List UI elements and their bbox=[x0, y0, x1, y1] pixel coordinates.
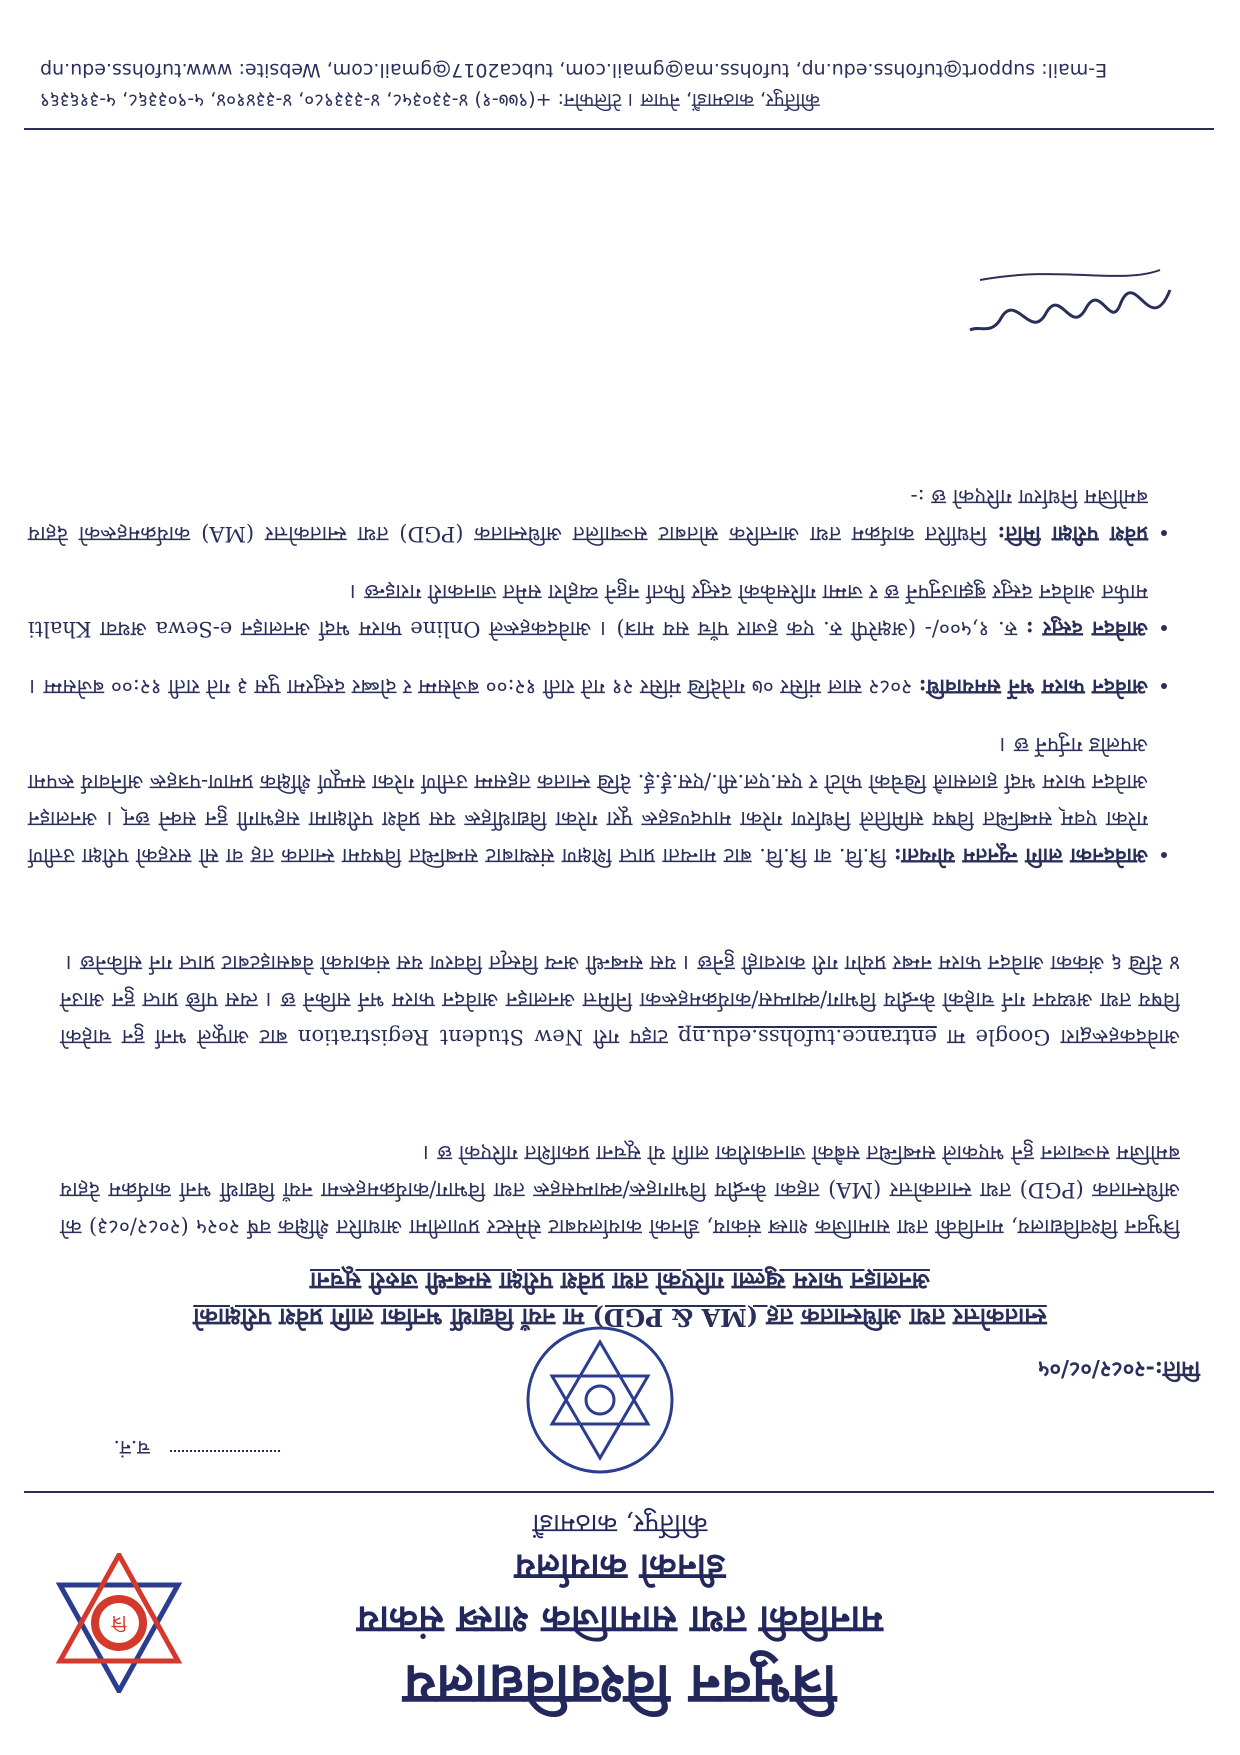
footer-email-website: E-mail: support@tufohss.edu.np, tufohss.ma@gmail.com, tubca2017@gmail.com, Website: www.tufohss.edu.np bbox=[40, 59, 1108, 81]
bullet-eligibility bbox=[28, 726, 1148, 875]
reference-dotted-line bbox=[170, 1450, 280, 1452]
university-name: त्रिभुवन विश्वविद्यालय bbox=[403, 1652, 837, 1718]
handwritten-signature bbox=[960, 250, 1180, 360]
svg-text:त्रि: त्रि bbox=[111, 1611, 127, 1632]
footer-contact bbox=[40, 55, 1200, 115]
footer-divider bbox=[24, 128, 1214, 130]
notice-paragraph-intro: त्रिभुवन विश्वविद्यालय, मानविकी तथा सामाजिक शास्त्र संकाय, डीनको कार्यालयबाट सेमेस्टर प्रणालीमा आधारित शैक्षिक वर्ष २०२५ (२०८२/०८३) को अधिस्नातक (PGD) तथा स्नातकोत्तर (MA) तहका केन्द्रीय विभागहरू/क्याम्पसहरू तथा विभाग/कार्यक्रमहरूमा नयाँ विद्यार्थी भर्ना कार्यक्रम देहाय बमोजिम सञ्चालन हुने भएकाले सम्बन्धित सबैको जानकारीका लागि यो सूचना प्रकाशित गरिएको छ । bbox=[60, 1141, 1180, 1239]
office-location: कीर्तिपुर, काठमाडौं bbox=[532, 1508, 708, 1538]
notice-subject: स्नातकोत्तर तथा अधिस्नातक तह (MA & PGD) मा नयाँ विद्यार्थी भर्नाका लागि प्रवेश परीक्षाको अनलाइन फारम खुल्ला गरिएको तथा प्रवेश परीक्षा सम्बन्धी जरुरी सूचना bbox=[193, 1267, 1047, 1332]
notice-date: मिति:-२०८२/०८/०५ bbox=[1038, 1356, 1200, 1382]
bullet-application-period bbox=[28, 668, 1148, 706]
bullet-exam-date bbox=[28, 478, 1148, 553]
notice-paragraph-registration bbox=[60, 944, 1180, 1055]
footer-address: कीर्तिपुर, काठमाडौं, नेपाल । टेलिफोन: +(९७७-१) ४-३३०३५८, ४-३३३९८०, ४-३३४१०४, ५-९०३३६८, ५-३१६३६९ bbox=[40, 89, 820, 111]
university-logo bbox=[56, 1553, 182, 1693]
institute-name: मानविकी तथा सामाजिक शास्त्र संकाय bbox=[357, 1598, 883, 1643]
entrance-website-link[interactable]: entrance.tufohss.edu.np bbox=[678, 1025, 937, 1049]
bullet-title: आवेदन फारम भर्ने समयावधि: bbox=[918, 675, 1148, 700]
bullet-text: २०८२ साल मंसिर ०७ गतेदेखि मंसिर २१ गते राती १२:०० बजेसम्म र दोब्बर दस्तुरमा पुस ३ गते राती १२:०० बजेसम्म । bbox=[29, 675, 913, 699]
official-seal bbox=[520, 1320, 680, 1480]
header-divider bbox=[24, 1491, 1214, 1493]
bullet-application-fee bbox=[28, 573, 1148, 648]
registration-text-prefix: आवेदकहरूद्वारा Google मा bbox=[936, 1025, 1180, 1049]
bullet-text: निर्धारित कार्यक्रम तथा आन्तरिक स्रोतबाट सञ्चालित अधिस्नातक (PGD) तथा स्नातकोत्तर (MA) कार्यक्रमहरूको देहाय बमोजिम निर्धारण गरिएको छ :- bbox=[28, 485, 1148, 546]
notice-bullet-list bbox=[28, 458, 1180, 875]
bullet-text: रु. १,५००/- (अक्षरेपी रु. एक हजार पाँच सय मात्र) । आवेदकहरूले Online फारम भर्दा अनलाइन e-Sewa अथवा Khalti मार्फत आवेदन दस्तुर बुझाउनुपर्ने छ र जम्मा गरिसकेको दस्तुर फिर्ता नहुने व्यहोरा समेत जानकारी गराइन्छ । bbox=[27, 580, 1148, 641]
bullet-title: आवेदन दस्तुर : bbox=[1025, 617, 1148, 642]
bullet-text: त्रि.वि. वा त्रि.वि. बाट मान्यता प्राप्त शिक्षण संस्थाबाट सम्बन्धित विषयमा स्नातक तह वा सो सरहको परीक्षा उत्तीर्ण गरेका एवम् सम्बन्धित विषय समितिले निर्धारण गरेका मापदण्डहरू पूरा गरेका विद्यार्थीहरू यस प्रवेश परीक्षामा सहभागी हुन सक्ने छन् । अनलाइन आवेदन फारम भर्दा हालसालै खिचेको फोटो र एस.एल.सी./एस.ई.ई. देखि स्नातक तहसम्म उत्तीर्ण गरेका सम्पूर्ण शैक्षिक प्रमाण-पत्रहरू अनिवार्य रूपमा अपलोड गर्नुपर्ने छ । bbox=[28, 733, 1148, 868]
registration-text-suffix: टाइप गरी New Student Registration बाट आफूले भर्ना हुन चाहेको विषय तथा अध्ययन गर्न चाहेको केन्द्रीय विभाग/क्याम्पस/कार्यक्रमहरूका निमित्त अनलाइन आवेदन फारम भर्न सकिने छ । त्यस पछि प्राप्त हुन आउने ४ देखि ६ अंकका आवेदन फारम नम्बर प्रयोग गरी कारवाही हुनेछ । यस सम्बन्धी अन्य विस्तृत विवरण यस संकायको वेबसाइटबाट प्राप्त गर्न सकिनेछ । bbox=[60, 951, 1180, 1049]
bullet-title: आवेदनका लागि न्यूनतम योग्यता: bbox=[893, 844, 1148, 869]
bullet-title: प्रवेश परीक्षा मिति: bbox=[997, 522, 1148, 547]
reference-label: च.नं. bbox=[113, 1436, 150, 1460]
office-name: डीनको कार्यालय bbox=[514, 1546, 726, 1588]
